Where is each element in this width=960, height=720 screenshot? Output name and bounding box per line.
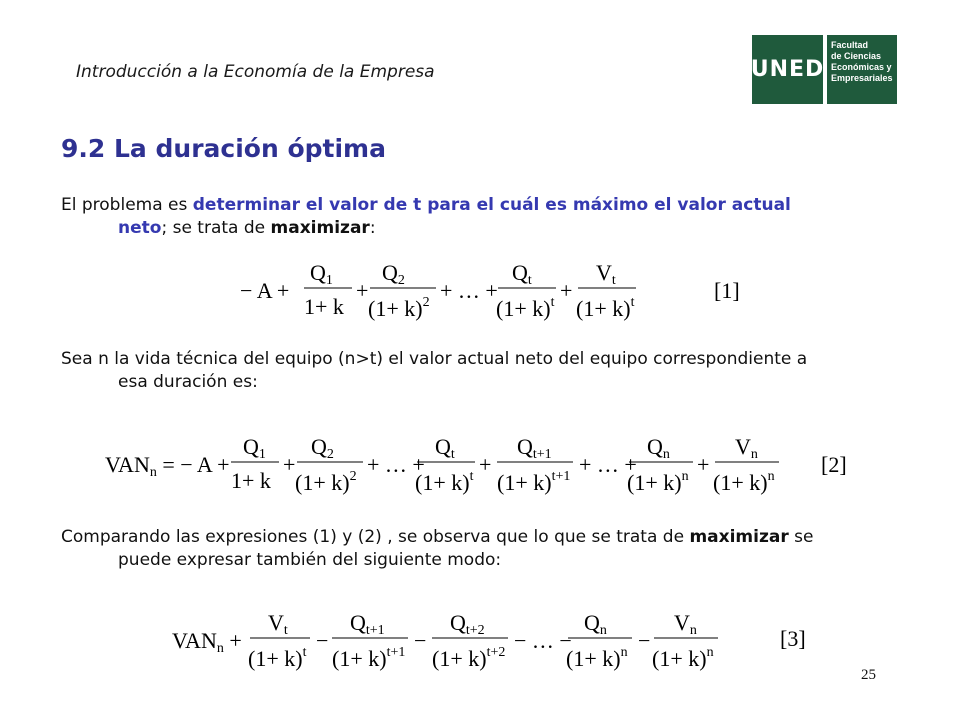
p1-text: ; se trata de xyxy=(161,218,271,238)
logo-line: de Ciencias xyxy=(831,51,882,61)
paragraph-2: Sea n la vida técnica del equipo (n>t) el valor actual neto del equipo correspondiente a esa duración es: xyxy=(61,349,808,392)
eq1-label: [1] xyxy=(714,278,740,303)
svg-text:Qt: Qt xyxy=(512,260,532,288)
svg-text:+ … +: + … + xyxy=(440,278,498,303)
logo-line: Empresariales xyxy=(831,73,893,83)
svg-text:+ … +: + … + xyxy=(367,452,425,477)
p1-highlight: determinar el valor de t para el cuál es máximo el valor actual neto xyxy=(118,195,791,238)
uned-logo xyxy=(752,35,897,104)
svg-text:Q1: Q1 xyxy=(310,260,333,288)
p1-bold: maximizar xyxy=(270,218,370,238)
svg-text:Qn: Qn xyxy=(647,434,670,462)
svg-text:(1+ k)n: $(1+ k)^n$ xyxy=(652,645,714,671)
svg-text:(1+ k)n: $(1+ k)^n$ xyxy=(627,469,689,495)
svg-text:Qt: Qt xyxy=(435,434,455,462)
svg-text:Vn: Vn xyxy=(735,434,758,462)
slide-title: 9.2 La duración óptima xyxy=(61,134,386,163)
svg-text:+: + xyxy=(697,452,710,477)
svg-text:Q2: Q2 xyxy=(382,260,405,288)
logo-line: Económicas y xyxy=(831,62,892,72)
svg-text:(1+ k)n: $(1+ k)^n$ xyxy=(713,469,775,495)
svg-text:VANn +: VANn + xyxy=(172,628,242,656)
svg-text:(1+ k)t: $(1+ k)^t$ xyxy=(496,295,555,321)
svg-text:(1+ k)2: $(1+ k)^2$ xyxy=(295,469,357,495)
svg-text:Q1: Q1 xyxy=(243,434,266,462)
logo-main-text: UNED xyxy=(752,35,823,104)
p3-bold: maximizar xyxy=(689,527,789,547)
logo-line: Facultad xyxy=(831,40,869,50)
logo-faculty-text xyxy=(827,35,897,104)
svg-text:(1+ k)t+2: $(1+ k)^{t+2}$ xyxy=(432,645,506,671)
svg-text:Vt: Vt xyxy=(268,610,288,638)
svg-text:(1+ k)t: $(1+ k)^t$ xyxy=(576,295,635,321)
equation-1 xyxy=(240,256,760,332)
svg-text:Qt+2: Qt+2 xyxy=(450,610,485,638)
svg-text:− A +: − A + xyxy=(240,278,290,303)
course-header: Introducción a la Economía de la Empresa xyxy=(76,62,435,82)
equation-2 xyxy=(105,432,865,508)
svg-text:1+ k: 1+ k xyxy=(231,468,271,493)
svg-text:Vn: Vn xyxy=(674,610,697,638)
svg-text:−: − xyxy=(316,628,329,653)
svg-text:+: + xyxy=(479,452,492,477)
svg-text:(1+ k)n: $(1+ k)^n$ xyxy=(566,645,628,671)
svg-text:(1+ k)t: $(1+ k)^t$ xyxy=(248,645,307,671)
svg-text:−: − xyxy=(414,628,427,653)
svg-text:Qt+1: Qt+1 xyxy=(350,610,385,638)
svg-text:(1+ k)t: $(1+ k)^t$ xyxy=(415,469,474,495)
svg-text:(1+ k)2: $(1+ k)^2$ xyxy=(368,295,430,321)
svg-text:+ … +: + … + xyxy=(579,452,637,477)
svg-text:− … −: − … − xyxy=(514,628,572,653)
svg-text:Qt+1: Qt+1 xyxy=(517,434,552,462)
paragraph-1 xyxy=(61,194,841,240)
svg-text:(1+ k)t+1: $(1+ k)^{t+1}$ xyxy=(332,645,406,671)
svg-text:VANn = − A +: VANn = − A + xyxy=(105,452,230,480)
paragraph-3 xyxy=(61,526,841,572)
p3-text: se puede expresar también del siguiente modo: xyxy=(118,527,814,570)
svg-text:Qn: Qn xyxy=(584,610,607,638)
equation-3 xyxy=(172,610,832,686)
eq2-label: [2] xyxy=(821,452,847,477)
svg-text:1+ k: 1+ k xyxy=(304,294,344,319)
p1-text: : xyxy=(369,218,376,238)
svg-text:−: − xyxy=(638,628,651,653)
svg-text:Q2: Q2 xyxy=(311,434,334,462)
svg-text:+: + xyxy=(283,452,296,477)
p3-text: Comparando las expresiones (1) y (2) , se observa que lo que se trata de xyxy=(61,527,690,547)
svg-text:Vt: Vt xyxy=(596,260,616,288)
svg-text:(1+ k)t+1: $(1+ k)^{t+1}$ xyxy=(497,469,571,495)
page-number: 25 xyxy=(861,667,876,683)
p1-text: El problema es xyxy=(61,195,193,215)
eq3-label: [3] xyxy=(780,626,806,651)
svg-text:+: + xyxy=(560,278,573,303)
svg-text:+: + xyxy=(356,278,369,303)
